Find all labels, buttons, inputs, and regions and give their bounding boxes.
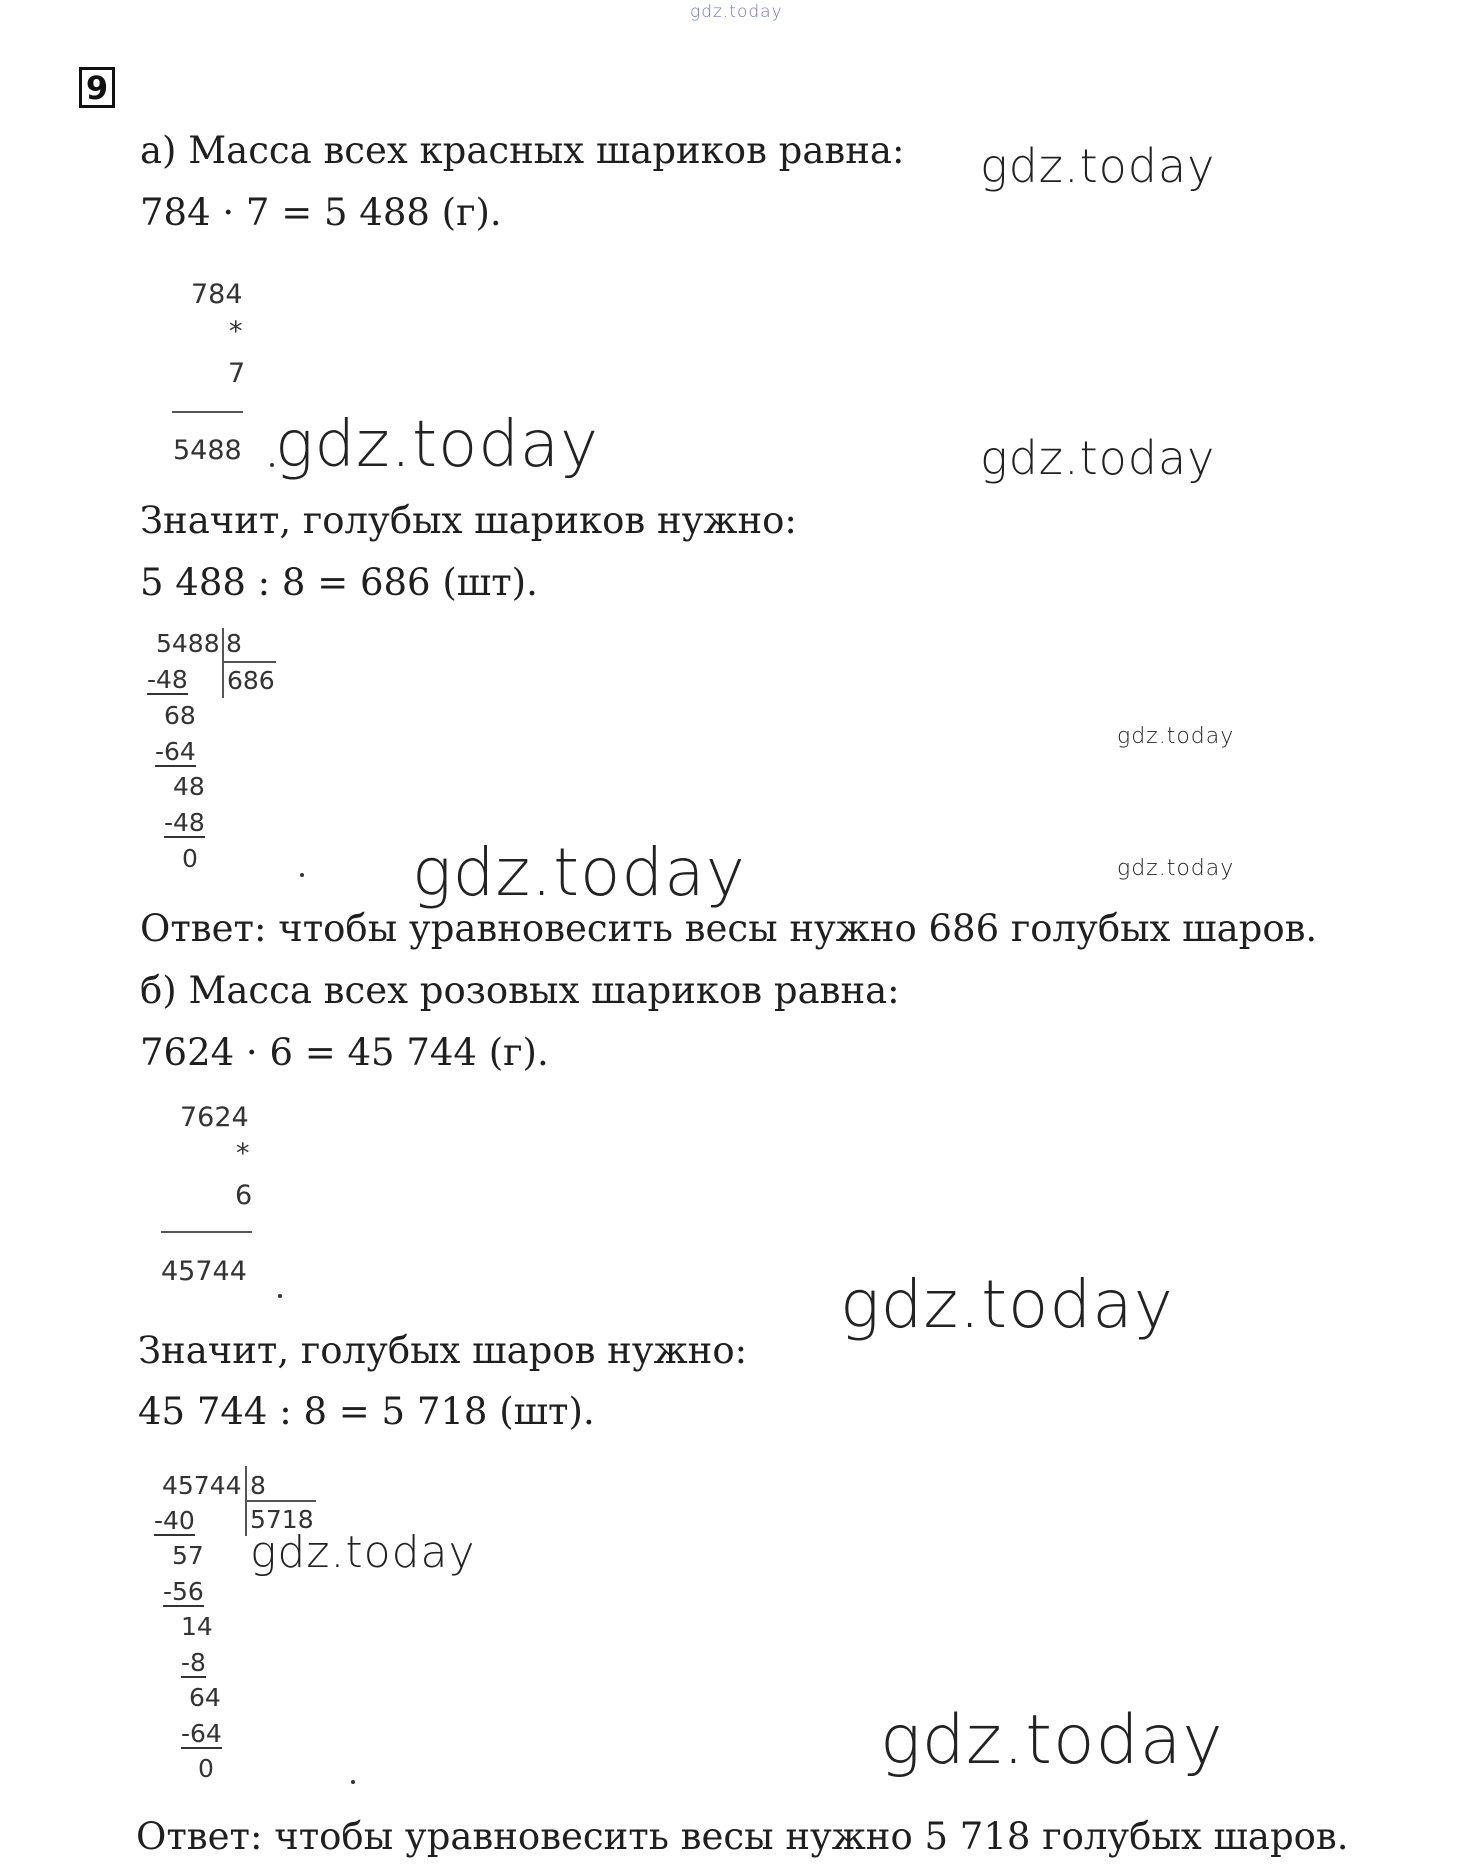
- dot-mark: [278, 1294, 282, 1298]
- div-b-divisor: 8: [250, 1471, 266, 1500]
- div-b-dividend: 45744: [162, 1471, 242, 1500]
- mult-b-operator: *: [236, 1138, 250, 1169]
- watermark: gdz.today: [275, 408, 599, 482]
- watermark: gdz.today: [980, 431, 1216, 485]
- watermark: gdz.today: [880, 1701, 1224, 1780]
- watermark: gdz.today: [1117, 724, 1235, 749]
- task-number-badge: 9: [79, 67, 115, 108]
- part-b-then: Значит, голубых шаров нужно:: [138, 1329, 748, 1372]
- watermark-top: gdz.today: [690, 2, 783, 22]
- div-b-horizontal-bar: [246, 1500, 316, 1502]
- dot-mark: [300, 873, 304, 877]
- div-a-step: 68: [164, 701, 196, 730]
- mult-a-top: 784: [191, 279, 243, 310]
- div-a-step: 48: [173, 772, 205, 801]
- mult-b-result: 45744: [161, 1256, 247, 1287]
- part-b-division-equation: 45 744 : 8 = 5 718 (шт).: [138, 1390, 595, 1433]
- div-a-quotient: 686: [227, 666, 275, 695]
- part-a-answer: Ответ: чтобы уравновесить весы нужно 686 голубых шаров.: [140, 907, 1318, 950]
- div-a-step: -48: [147, 665, 188, 694]
- dot-mark: [351, 1780, 355, 1784]
- div-b-step: 64: [189, 1683, 221, 1712]
- mult-b-line: [161, 1231, 252, 1233]
- div-b-step: 0: [198, 1754, 214, 1783]
- mult-a-result: 5488: [173, 435, 242, 466]
- watermark: gdz.today: [840, 1266, 1174, 1343]
- part-a-title: а) Масса всех красных шариков равна:: [140, 129, 905, 172]
- mult-a-factor: 7: [228, 358, 246, 389]
- mult-a-line: [172, 411, 243, 413]
- div-b-step: -56: [163, 1577, 204, 1606]
- div-a-divisor: 8: [226, 629, 242, 658]
- part-a-equation: 784 · 7 = 5 488 (г).: [140, 191, 502, 234]
- div-a-step: 0: [182, 844, 198, 873]
- part-a-then: Значит, голубых шариков нужно:: [140, 499, 797, 542]
- div-a-vertical-bar: [222, 628, 224, 698]
- part-b-title: б) Масса всех розовых шариков равна:: [140, 969, 900, 1012]
- part-a-division-equation: 5 488 : 8 = 686 (шт).: [140, 561, 538, 604]
- div-b-step: -8: [181, 1648, 206, 1677]
- watermark: gdz.today: [412, 834, 746, 911]
- div-b-step: -40: [154, 1506, 195, 1535]
- watermark: gdz.today: [250, 1527, 476, 1578]
- div-b-step: 57: [172, 1541, 204, 1570]
- watermark: gdz.today: [1117, 856, 1235, 881]
- mult-a-operator: *: [229, 316, 243, 347]
- div-a-horizontal-bar: [223, 661, 276, 663]
- mult-b-top: 7624: [180, 1102, 249, 1133]
- watermark: gdz.today: [980, 139, 1216, 193]
- div-a-dividend: 5488: [156, 629, 220, 658]
- dot-mark: [270, 463, 274, 467]
- div-b-quotient: 5718: [250, 1505, 314, 1534]
- div-a-step: -48: [164, 808, 205, 837]
- div-b-step: 14: [181, 1612, 213, 1641]
- part-b-equation: 7624 · 6 = 45 744 (г).: [140, 1031, 549, 1074]
- div-a-step: -64: [155, 737, 196, 766]
- mult-b-factor: 6: [235, 1180, 253, 1211]
- part-b-answer: Ответ: чтобы уравновесить весы нужно 5 718 голубых шаров.: [136, 1815, 1349, 1858]
- div-b-step: -64: [181, 1719, 222, 1748]
